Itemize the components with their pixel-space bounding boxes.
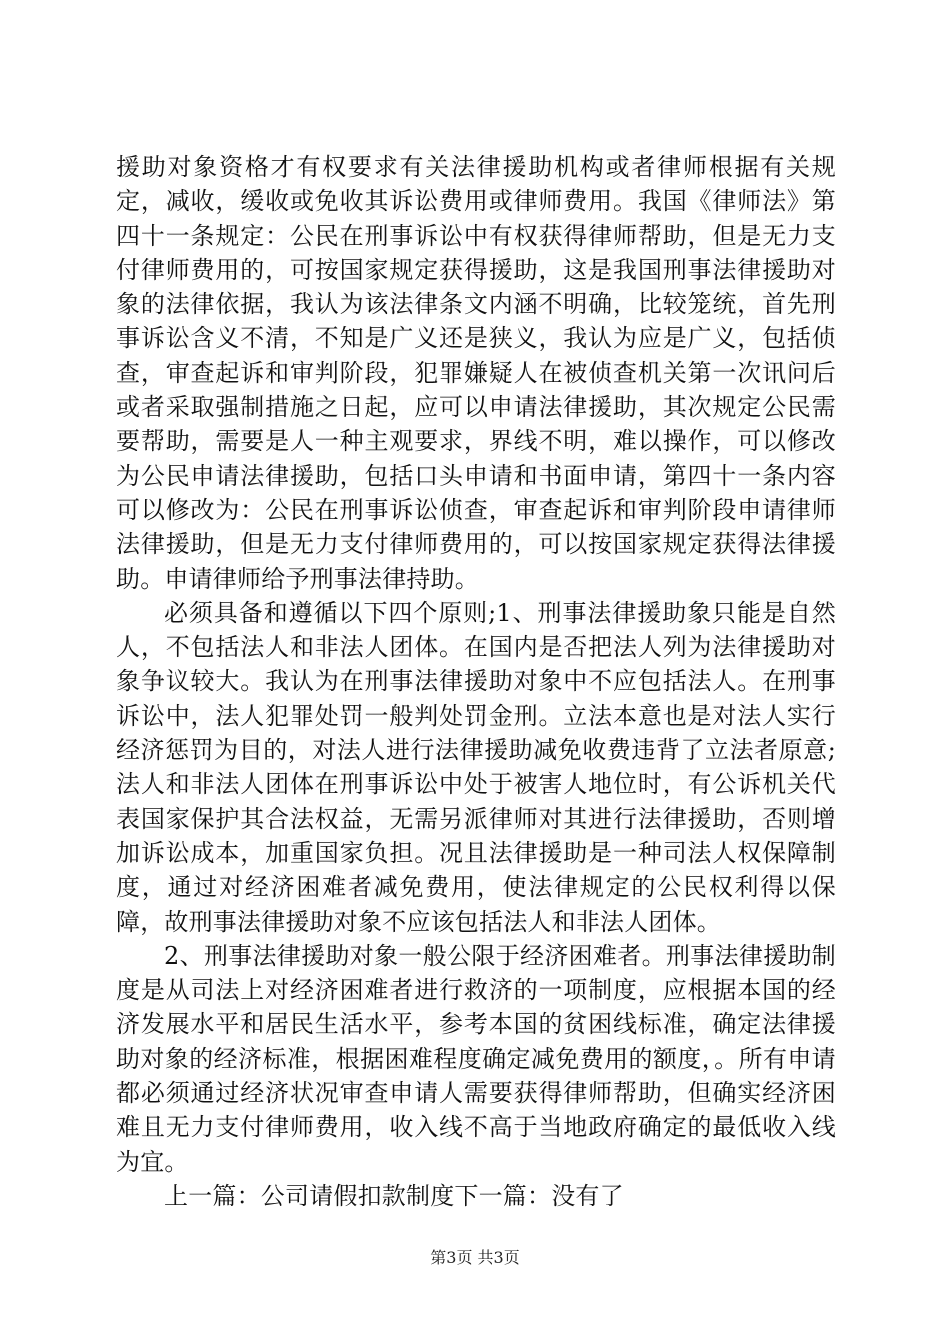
paragraph-principles: 必须具备和遵循以下四个原则;1、刑事法律援助象只能是自然人，不包括法人和非法人团体。在国内是否把法人列为法律援助对象争议较大。我认为在刑事法律援助对象中不应包括法人。在刑事诉讼中，法人犯罪处罚一般判处罚金刑。立法本意也是对法人实行经济惩罚为目的，对法人进行法律援助减免收费违背了立法者原意;法人和非法人团体在刑事诉讼中处于被害人地位时，有公诉机关代表国家保护其合法权益，无需另派律师对其进行法律援助，否则增加诉讼成本，加重国家负担。况且法律援助是一种司法人权保障制度，通过对经济困难者减免费用，使法律规定的公民权利得以保障，故刑事法律援助对象不应该包括法人和非法人团体。	[116, 598, 836, 936]
document-body	[116, 150, 836, 1213]
paragraph-continuation: 援助对象资格才有权要求有关法律援助机构或者律师根据有关规定，减收，缓收或免收其诉讼费用或律师费用。我国《律师法》第四十一条规定：公民在刑事诉讼中有权获得律师帮助，但是无力支付律师费用的，可按国家规定获得援助，这是我国刑事法律援助对象的法律依据，我认为该法律条文内涵不明确，比较笼统，首先刑事诉讼含义不清，不知是广义还是狭义，我认为应是广义，包括侦查，审查起诉和审判阶段，犯罪嫌疑人在被侦查机关第一次讯问后或者采取强制措施之日起，应可以申请法律援助，其次规定公民需要帮助，需要是人一种主观要求，界线不明，难以操作，可以修改为公民申请法律援助，包括口头申请和书面申请，第四十一条内容可以修改为：公民在刑事诉讼侦查，审查起诉和审判阶段申请律师法律援助，但是无力支付律师费用的，可以按国家规定获得法律援助。申请律师给予刑事法律持助。	[116, 153, 836, 593]
page-number: 第3页 共3页	[430, 1248, 520, 1267]
prev-next-navigation[interactable]: 上一篇：公司请假扣款制度下一篇：没有了	[164, 1181, 624, 1210]
paragraph-economic-hardship: 2、刑事法律援助对象一般公限于经济困难者。刑事法律援助制度是从司法上对经济困难者进行救济的一项制度，应根据本国的经济发展水平和居民生活水平，参考本国的贫困线标准，确定法律援助对象的经济标准，根据困难程度确定减免费用的额度，。所有申请都必须通过经济状况审查申请人需要获得律师帮助，但确实经济困难且无力支付律师费用，收入线不高于当地政府确定的最低收入线为宜。	[116, 941, 836, 1176]
